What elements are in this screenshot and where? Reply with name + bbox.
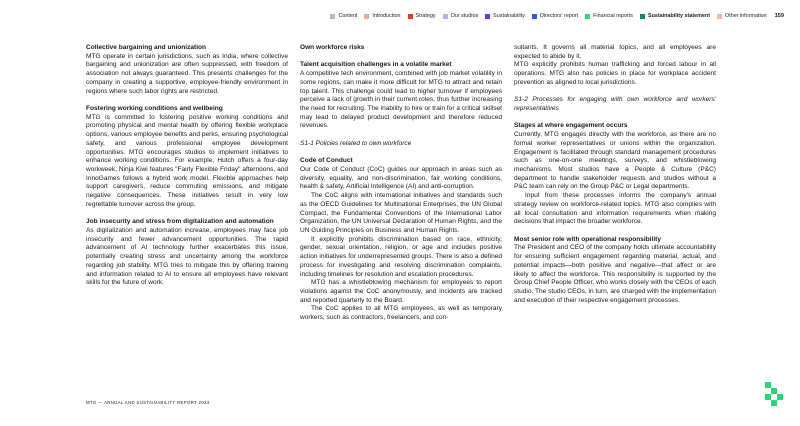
our-studios-swatch-icon xyxy=(443,14,448,19)
strategy-swatch-icon xyxy=(408,14,413,19)
sustainability-swatch-icon xyxy=(485,14,490,19)
paragraph: Input from these processes informs the company's annual strategy review on workforce-related topics. MTG also complies with all local consultation and information requirements when making decisions that impact the broader workforce. xyxy=(514,192,716,226)
nav-item-introduction[interactable] xyxy=(364,13,400,19)
paragraph: MTG has a whistleblowing mechanism for employees to report violations against the CoC anonymously, and incidents are tracked and reported quarterly to the Board. xyxy=(300,279,502,304)
other-information-swatch-icon xyxy=(717,14,722,19)
paragraph: The CoC applies to all MTG employees, as well as temporary workers, such as contractors, freelancers, and con- xyxy=(300,305,502,322)
column-middle xyxy=(300,44,502,323)
paragraph: The President and CEO of the company holds ultimate accountability for ensuring sufficient engagement regarding material, actual, and potential impacts—both positive and negative—that affect or are likely to affect the workforce. This responsibility is supported by the Group Chief People Officer, who works closely with the CEOs of each studio. The studio CEOs, in turn, are charged with the implementation and execution of their respective engagement processes. xyxy=(514,244,716,304)
section-label-s1-2: S1-2 Processes for engaging with own workforce and workers' representatives xyxy=(514,96,716,112)
top-navigation xyxy=(323,11,784,21)
mtg-logo-icon xyxy=(765,382,783,406)
column-left xyxy=(86,44,288,288)
paragraph: It explicitly prohibits discrimination based on race, ethnicity, gender, sexual orientation, religion, or age and includes positive action initiatives for underrepresented groups. There is also a defined process for investigating and resolving discrimination complaints, including timelines for resolution and escalation procedures. xyxy=(300,235,502,278)
paragraph: Our Code of Conduct (CoC) guides our approach in areas such as diversity, equality, and non-discrimination, fair working conditions, health & safety, Artificial Intelligence (AI) and anti-corruption. xyxy=(300,165,502,191)
financial-reports-swatch-icon xyxy=(585,14,590,19)
paragraph: Currently, MTG engages directly with the workforce, as there are no formal worker representatives or unions within the organization. Engagement is facilitated through standard management procedures such as one-on-one meetings, surveys, and whistleblowing mechanisms. Most studios have a People & Culture (P&C) department to handle stakeholder requests and studios without a P&C team can rely on the Group P&C or Legal departments. xyxy=(514,131,716,191)
nav-label: Sustainability statement xyxy=(647,13,710,19)
nav-item-content[interactable] xyxy=(330,13,357,19)
nav-item-directors-report[interactable] xyxy=(532,13,578,19)
paragraph: As digitalization and automation increase, employees may face job insecurity and fewer advancement opportunities. The rapid advancement of AI technology further exacerbates this issue, potentially creating stress and uncertainty among the workforce regarding job stability. MTG tries to mitigate this by offering training and information related to AI to ensure all employees have relevant skills for the future of work. xyxy=(86,227,288,287)
heading-collective-bargaining: Collective bargaining and unionization xyxy=(86,44,207,51)
heading-code-of-conduct: Code of Conduct xyxy=(300,157,353,165)
section-label-s1-1: S1-1 Policies related to own workforce xyxy=(300,139,412,147)
nav-item-sustainability[interactable] xyxy=(485,13,525,19)
nav-item-strategy[interactable] xyxy=(408,13,436,19)
introduction-swatch-icon xyxy=(364,14,369,19)
directors-report-swatch-icon xyxy=(532,14,537,19)
footer-report-title: MTG — ANNUAL AND SUSTAINABILITY REPORT 2024 xyxy=(86,400,210,405)
paragraph: MTG operate in certain jurisdictions, such as India, where collective bargaining and unionization are often suppressed, with freedom of association not always guaranteed. This presents challenges for the company in creating a supportive, employee-friendly environment in regions where such labor rights are restricted. xyxy=(86,52,288,95)
paragraph: MTG is committed to fostering positive working conditions and promoting physical and mental health by offering flexible workplace options, various employee benefits and perks, ensuring psychological safety, and various professional employee development opportunities. MTG encourages studios to implement initiatives to enhance working conditions. For example, Hutch offers a four-day workweek, Ninja Kiwi features "Fairly Flexible Friday" afternoons, and InnoGames follows a hybrid work model. Flexible approaches help support caregivers, reduce commuting emissions, and mitigate negative consequences. These initiatives result in very low regrettable turnover across the group. xyxy=(86,113,288,208)
content-swatch-icon xyxy=(330,14,335,19)
nav-label: Our studios xyxy=(450,13,479,19)
nav-label: Directors' report xyxy=(539,13,579,19)
sustainability-statement-swatch-icon xyxy=(640,14,645,19)
nav-item-our-studios[interactable] xyxy=(443,13,479,19)
heading-talent-acquisition: Talent acquisition challenges in a volatile market xyxy=(300,61,452,69)
paragraph: The CoC aligns with international initiatives and standards such as the OECD Guidelines for Multinational Enterprises, the UN Global Compact, the Fundamental Conventions of the International Labor Organization, the UN Universal Declaration of Human Rights, and the UN Guiding Principles on Business and Human Rights. xyxy=(300,192,502,234)
paragraph: A competitive tech environment, combined with job market volatility in some regions, can make it more difficult for MTG to attract and retain top talent. This challenge could lead to higher turnover if employees perceive a lack of growth in their current roles, thus further increasing the need for recruiting. The inability to hire or train for a critical skillset may lead to delayed product development and therefore reduced revenues. xyxy=(300,70,502,130)
heading-senior-role: Most senior role with operational responsibility xyxy=(514,235,661,243)
nav-label: Strategy xyxy=(415,13,436,19)
nav-label: Financial reports xyxy=(593,13,633,19)
heading-stages-engagement: Stages at where engagement occurs xyxy=(514,122,628,130)
nav-item-sustainability-statement[interactable] xyxy=(640,13,710,19)
heading-own-workforce-risks: Own workforce risks xyxy=(300,44,365,51)
nav-label: Sustainability xyxy=(493,13,525,19)
heading-job-insecurity: Job insecurity and stress from digitalization and automation xyxy=(86,218,274,226)
heading-working-conditions: Fostering working conditions and wellbeing xyxy=(86,105,223,112)
paragraph: sultants. It governs all material topics, and all employees are expected to abide by it. xyxy=(514,44,716,60)
paragraph: MTG explicitly prohibits human trafficking and forced labour in all operations. MTG also has policies in place for workplace accident prevention as aligned to local jurisdictions. xyxy=(514,61,716,86)
page-number: 159 xyxy=(774,13,784,19)
nav-item-financial-reports[interactable] xyxy=(585,13,633,19)
nav-label: Introduction xyxy=(372,13,401,19)
nav-label: Other information xyxy=(725,13,767,19)
nav-item-other-information[interactable] xyxy=(717,13,767,19)
column-right xyxy=(514,44,716,305)
nav-label: Content xyxy=(338,13,358,19)
